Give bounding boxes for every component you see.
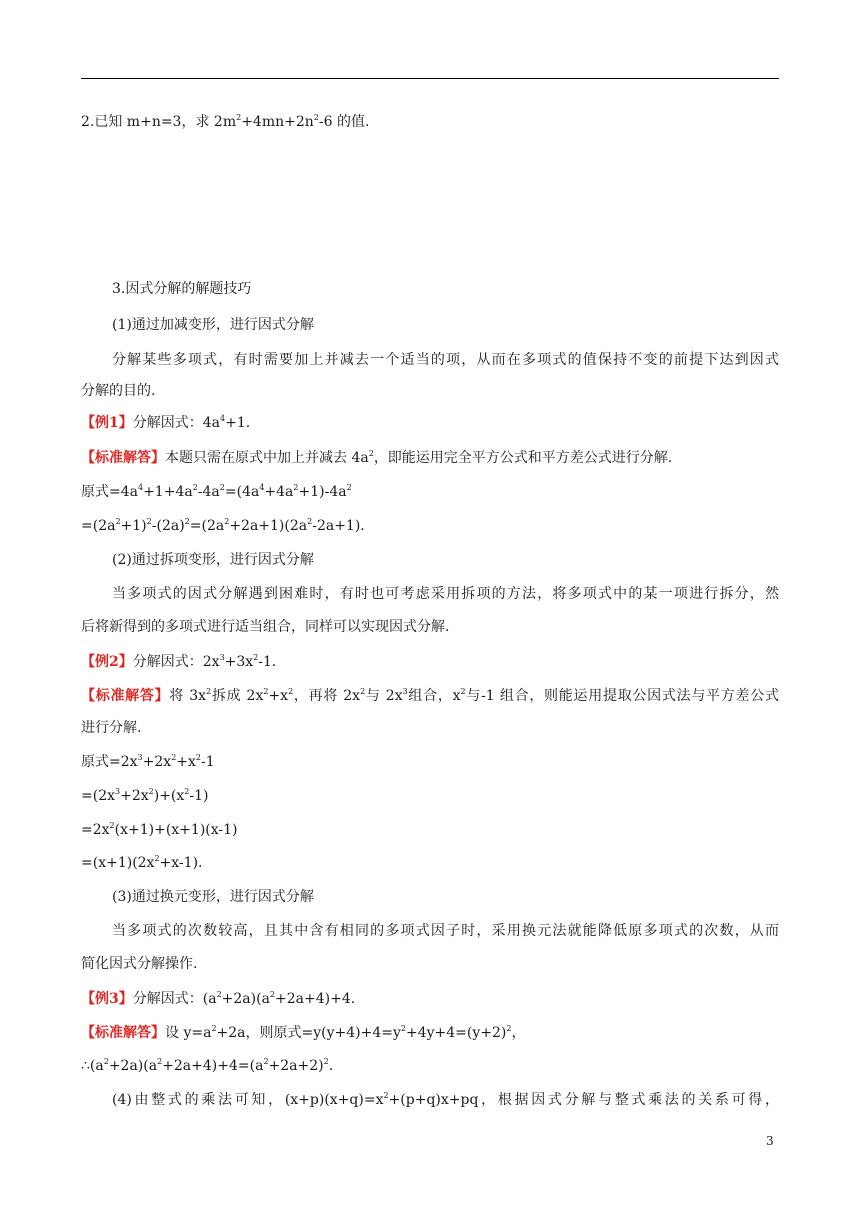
example-1-tag: 【例1】 <box>81 415 133 431</box>
subsection-3-para-line1: 当多项式的次数较高，且其中含有相同的多项式因子时，采用换元法就能降低原多项式的次数，从而 <box>112 923 779 939</box>
subsection-4-line: (4)由整式的乘法可知，$(x+p)(x+q)=x^2+(p+q)x+pq$，根据因式分解与整式乘法的关系可得， <box>112 1091 779 1108</box>
answer-2-step-2: $=(2x^3+2x^2)+(x^2-1)$ <box>81 787 209 804</box>
answer-2-step-4: $=(x+1)(2x^2+x-1)$. <box>81 854 203 871</box>
example-2: 【例2】分解因式：$2x^3+3x^2-1$. <box>81 653 277 670</box>
section-3-title: 3.因式分解的解题技巧 <box>112 281 252 297</box>
answer-1: 【标准解答】本题只需在原式中加上并减去 $4a^2$，即能运用完全平方公式和平方差公式进行分解. <box>81 449 673 466</box>
answer-1-step-2: $=(2a^2+1)^2-(2a)^2=(2a^2+2a+1)(2a^2-2a+1)$. <box>81 517 365 534</box>
answer-1-step-1: 原式$=4a^4+1+4a^2-4a^2=(4a^4+4a^2+1)-4a^2$ <box>81 483 352 500</box>
answer-2-step-1: 原式$=2x^3+2x^2+x^2-1$ <box>81 753 215 770</box>
subsection-2-para-line2: 后将新得到的多项式进行适当组合，同样可以实现因式分解. <box>81 619 450 635</box>
subsection-2-para-line1: 当多项式的因式分解遇到困难时，有时也可考虑采用拆项的方法，将多项式中的某一项进行拆分，然 <box>112 586 779 602</box>
answer-2-line1: 【标准解答】将 $3x^2$拆成 $2x^2+x^2$，再将 $2x^2$与 $2x^3$组合，$x^2$与-1 组合，则能运用提取公因式法与平方差公式 <box>81 687 779 704</box>
subsection-1-title: (1)通过加减变形，进行因式分解 <box>112 317 314 333</box>
answer-2-step-3: $=2x^2(x+1)+(x+1)(x-1)$ <box>81 821 238 838</box>
example-3-tag: 【例3】 <box>81 991 133 1007</box>
example-2-tag: 【例2】 <box>81 654 133 670</box>
answer-3-tag: 【标准解答】 <box>81 1025 165 1041</box>
page-number: 3 <box>766 1134 774 1148</box>
answer-3-conclusion: $\therefore(a^2+2a)(a^2+2a+4)+4=(a^2+2a+2)^2$. <box>81 1057 334 1074</box>
answer-3: 【标准解答】设 $y=a^2+2a$，则原式$=y(y+4)+4=y^2+4y+4=(y+2)^2$， <box>81 1024 526 1041</box>
answer-2-line2: 进行分解. <box>81 720 142 736</box>
subsection-2-title: (2)通过拆项变形，进行因式分解 <box>112 552 314 568</box>
example-3: 【例3】分解因式：$(a^2+2a)(a^2+2a+4)+4$. <box>81 990 356 1007</box>
example-1: 【例1】分解因式：$4a^4+1$. <box>81 414 251 431</box>
subsection-3-para-line2: 简化因式分解操作. <box>81 956 198 972</box>
subsection-1-para-line2: 分解的目的. <box>81 383 156 399</box>
question-2: 2.已知 m+n=3，求 $2m^2+4mn+2n^2-6$ 的值. <box>81 113 370 130</box>
subsection-1-para-line1: 分解某些多项式，有时需要加上并减去一个适当的项，从而在多项式的值保持不变的前提下达到因式 <box>112 352 779 368</box>
header-rule <box>81 78 779 79</box>
answer-2-tag: 【标准解答】 <box>81 688 170 704</box>
answer-1-tag: 【标准解答】 <box>81 450 165 466</box>
subsection-3-title: (3)通过换元变形，进行因式分解 <box>112 889 314 905</box>
